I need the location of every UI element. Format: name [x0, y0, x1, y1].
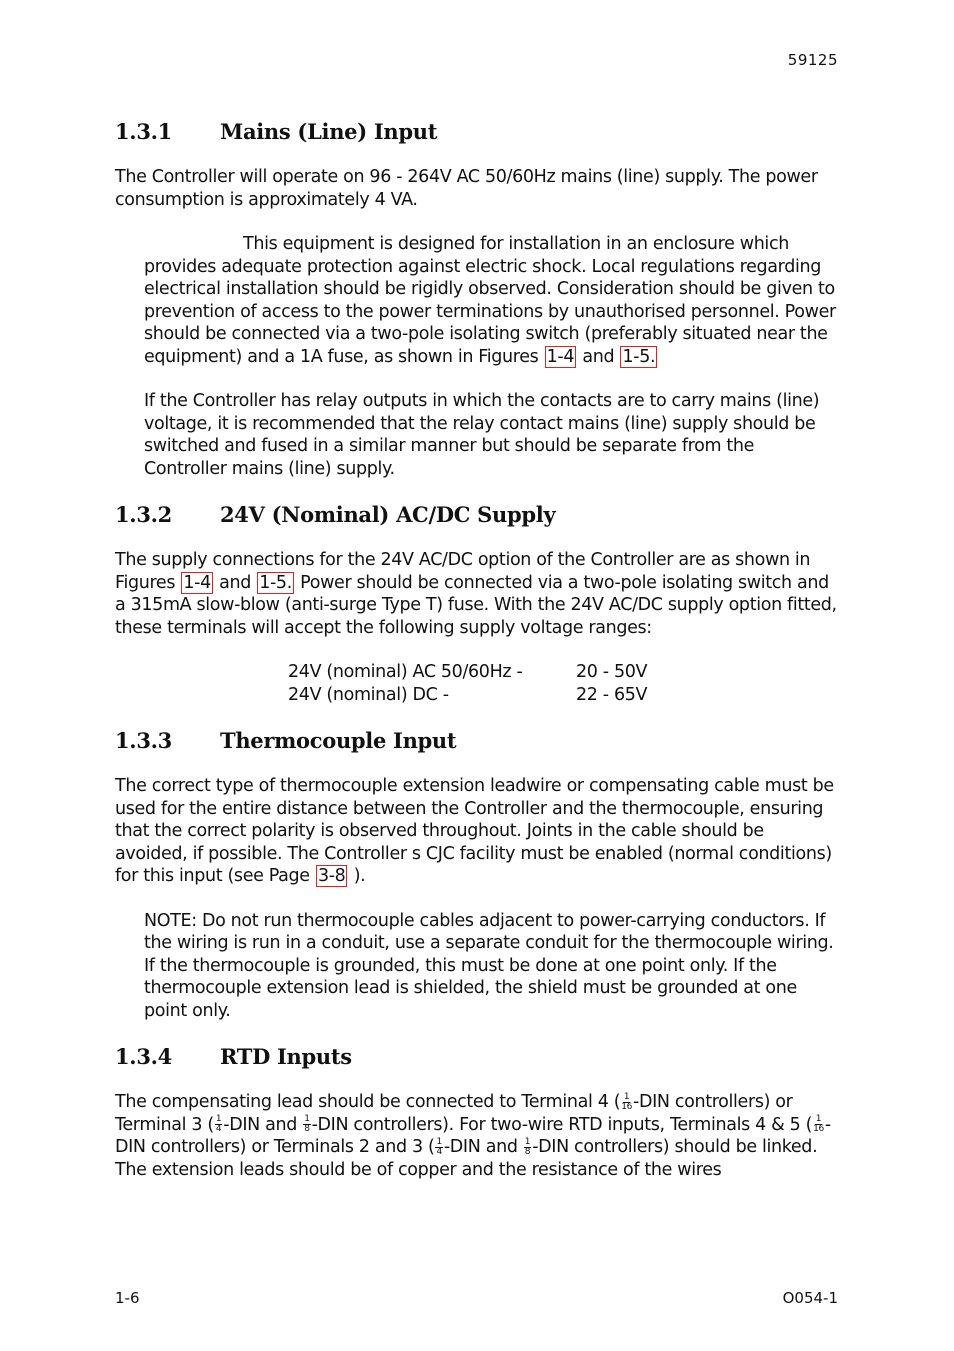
voltage-ranges-table [288, 661, 647, 706]
table-row [288, 684, 647, 707]
figure-link-1-5[interactable]: 1-5. [622, 346, 656, 367]
range-value: 20 - 50V [576, 662, 648, 682]
fraction: $\frac{1}{16}$ [621, 1091, 632, 1112]
section-heading-24v-supply [115, 499, 840, 531]
page-number: 1-6 [115, 1289, 140, 1307]
range-value: 22 - 65V [576, 684, 648, 705]
fraction: $\frac{1}{8}$ [304, 1114, 310, 1134]
page-link-3-8[interactable]: 3-8 [317, 866, 346, 886]
section-title: 24V (Nominal) AC/DC Supply [220, 502, 556, 527]
fraction: $\frac{1}{16}$ [813, 1114, 824, 1134]
section-heading-rtd-inputs [115, 1041, 840, 1073]
section-title: Thermocouple Input [220, 728, 457, 753]
section-number: 1.3.2 [115, 502, 172, 527]
section-number: 1.3.1 [115, 119, 172, 144]
paragraph-relay-outputs: If the Controller has relay outputs in which the contacts are to carry mains (line) voltage, it is recommended that the relay contact mains (line) supply should be switched and fused in a similar manner but should be separate from the Controller mains (line) supply. [144, 391, 820, 479]
paragraph-thermocouple-note: NOTE: Do not run thermocouple cables adjacent to power-carrying conductors. If the wiring is run in a conduit, use a separate conduit for the thermocouple wiring. If the thermocouple is grounded, this must be done at one point only. If the thermocouple extension lead is shielded, the shield must be grounded at one point only. [144, 910, 834, 1021]
paragraph-rtd: The compensating lead should be connected to Terminal 4 ( $\frac{1}{16}$ -DIN controllers) or Terminal 3 ( $\frac{1}{4}$ -DIN and $\frac{1}{8}$ -DIN controllers). For two-wire RTD inputs, Terminals 4 & 5 ( $\frac{1}{16}$ -DIN controllers) or Terminals 2 and 3 ( $\frac{1}{4}$ -DIN and $\frac{1}{8}$ -DIN controllers) should be linked. The extension leads should be of copper and the resistance of the wires [115, 1091, 831, 1180]
document-code: O054-1 [782, 1289, 838, 1307]
fraction: $\frac{1}{4}$ [436, 1136, 442, 1157]
range-label: 24V (nominal) AC 50/60Hz - [288, 662, 523, 682]
page-content [115, 116, 840, 1181]
section-title: Mains (Line) Input [220, 119, 438, 144]
figure-link-1-4[interactable]: 1-4 [546, 346, 575, 367]
section-number: 1.3.4 [115, 1044, 172, 1069]
figure-link-1-4[interactable]: 1-4 [183, 572, 211, 593]
paragraph-safety-warning: This equipment is designed for installation in an enclosure which provides adequate protection against electric shock. Local regulations regarding electrical installation should be rigidly observed. Consideration should be given to prevention of access to the power terminations by unauthorised personnel. Power should be connected via a two-pole isolating switch (preferably situated near the equipment) and a 1A fuse, as shown in Figures 1-4 and 1-5. [144, 234, 836, 367]
section-number: 1.3.3 [115, 728, 172, 753]
document-number: 59125 [787, 51, 838, 69]
range-label: 24V (nominal) DC - [288, 684, 449, 705]
paragraph-24v-supply: The supply connections for the 24V AC/DC option of the Controller are as shown in Figures 1-4 and 1-5. Power should be connected via a two-pole isolating switch and a 315mA slow-blow (anti-surge Type T) fuse. With the 24V AC/DC supply option fitted, these terminals will accept the following supply voltage ranges: [115, 550, 837, 638]
figure-link-1-5[interactable]: 1-5. [259, 572, 292, 593]
section-heading-thermocouple-input [115, 725, 840, 757]
section-title: RTD Inputs [220, 1044, 352, 1069]
paragraph-thermocouple: The correct type of thermocouple extension leadwire or compensating cable must be used for the entire distance between the Controller and the thermocouple, ensuring that the correct polarity is observed throughout. Joints in the cable should be avoided, if possible. The Controller s CJC facility must be enabled (normal conditions) for this input (see Page 3-8 ). [115, 776, 834, 886]
table-row [288, 661, 647, 684]
fraction: $\frac{1}{8}$ [524, 1136, 531, 1157]
fraction: $\frac{1}{4}$ [215, 1114, 222, 1134]
paragraph-mains-supply: The Controller will operate on 96 - 264V AC 50/60Hz mains (line) supply. The power consumption is approximately 4 VA. [115, 167, 818, 210]
section-heading-mains-input [115, 116, 840, 148]
